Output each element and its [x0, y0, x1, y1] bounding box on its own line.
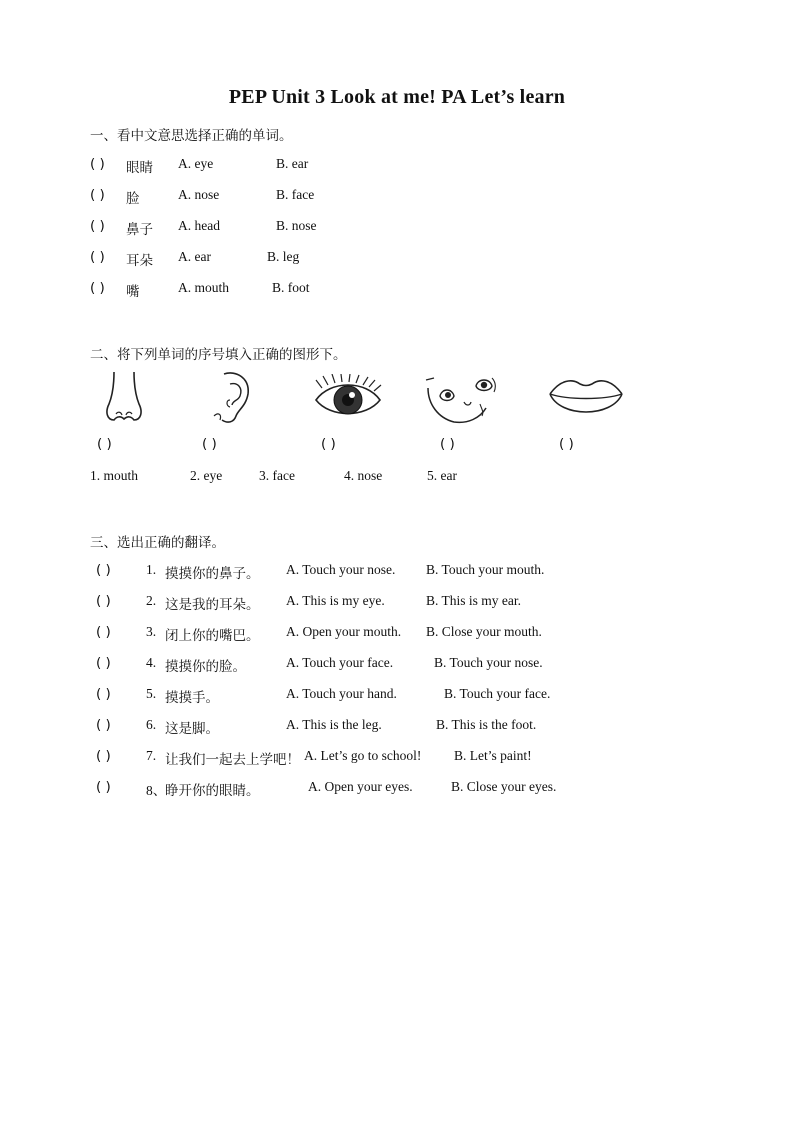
- word-option-2: 2. eye: [190, 468, 223, 483]
- section1-heading: 一、看中文意思选择正确的单词。: [90, 128, 293, 144]
- answer-blank[interactable]: ( ): [90, 249, 105, 265]
- option-a: A. This is the leg.: [286, 717, 382, 732]
- section2-heading: 二、将下列单词的序号填入正确的图形下。: [90, 347, 347, 363]
- option-a: A. mouth: [178, 280, 230, 295]
- option-a: A. eye: [178, 156, 214, 171]
- chinese-sentence: 这是脚。: [165, 721, 219, 737]
- chinese-word: 耳朵: [126, 253, 153, 269]
- item-number: 8、: [146, 783, 167, 798]
- option-b: B. Touch your mouth.: [426, 562, 545, 577]
- item-number: 6.: [146, 717, 157, 732]
- chinese-sentence: 摸摸你的脸。: [165, 659, 246, 675]
- answer-blank[interactable]: ( ): [96, 655, 111, 671]
- face-picture: [424, 374, 504, 426]
- chinese-sentence: 摸摸你的鼻子。: [165, 566, 260, 582]
- option-b: B. Close your mouth.: [426, 624, 542, 639]
- chinese-word: 脸: [126, 191, 140, 207]
- item-number: 7.: [146, 748, 157, 763]
- option-a: A. ear: [178, 249, 211, 264]
- eye-picture: [312, 374, 384, 424]
- option-a: A. nose: [178, 187, 220, 202]
- option-a: A. This is my eye.: [286, 593, 385, 608]
- answer-blank[interactable]: ( ): [96, 748, 111, 764]
- option-b: B. face: [276, 187, 315, 202]
- word-option-5: 5. ear: [427, 468, 457, 483]
- picture-blank-2[interactable]: ( ): [202, 436, 217, 452]
- option-b: B. leg: [267, 249, 300, 264]
- option-b: B. Close your eyes.: [451, 779, 557, 794]
- answer-blank[interactable]: ( ): [96, 717, 111, 733]
- chinese-sentence: 这是我的耳朵。: [165, 597, 260, 613]
- mouth-picture: [548, 374, 624, 422]
- chinese-sentence: 让我们一起去上学吧！: [165, 752, 300, 768]
- item-number: 1.: [146, 562, 157, 577]
- option-b: B. Let’s paint!: [454, 748, 532, 763]
- answer-blank[interactable]: ( ): [96, 686, 111, 702]
- option-a: A. head: [178, 218, 220, 233]
- option-a: A. Let’s go to school!: [304, 748, 422, 763]
- picture-blank-4[interactable]: ( ): [440, 436, 455, 452]
- option-b: B. nose: [276, 218, 317, 233]
- option-b: B. foot: [272, 280, 310, 295]
- option-b: B. ear: [276, 156, 309, 171]
- answer-blank[interactable]: ( ): [96, 593, 111, 609]
- picture-blank-5[interactable]: ( ): [559, 436, 574, 452]
- item-number: 3.: [146, 624, 157, 639]
- option-b: B. Touch your face.: [444, 686, 551, 701]
- nose-picture: [104, 370, 144, 426]
- option-a: A. Touch your hand.: [286, 686, 397, 701]
- answer-blank[interactable]: ( ): [90, 187, 105, 203]
- word-option-3: 3. face: [259, 468, 295, 483]
- picture-blank-3[interactable]: ( ): [321, 436, 336, 452]
- answer-blank[interactable]: ( ): [96, 562, 111, 578]
- word-option-1: 1. mouth: [90, 468, 139, 483]
- page-title: PEP Unit 3 Look at me! PA Let’s learn: [228, 86, 566, 108]
- item-number: 2.: [146, 593, 157, 608]
- chinese-word: 鼻子: [126, 222, 153, 238]
- option-b: B. Touch your nose.: [434, 655, 543, 670]
- option-a: A. Touch your face.: [286, 655, 394, 670]
- word-option-4: 4. nose: [344, 468, 383, 483]
- chinese-word: 嘴: [126, 284, 140, 300]
- answer-blank[interactable]: ( ): [90, 218, 105, 234]
- item-number: 4.: [146, 655, 157, 670]
- picture-blank-1[interactable]: ( ): [97, 436, 112, 452]
- chinese-sentence: 闭上你的嘴巴。: [165, 628, 260, 644]
- answer-blank[interactable]: ( ): [96, 779, 111, 795]
- option-a: A. Touch your nose.: [286, 562, 396, 577]
- option-b: B. This is my ear.: [426, 593, 522, 608]
- ear-picture: [210, 370, 256, 426]
- section3-heading: 三、选出正确的翻译。: [90, 535, 225, 551]
- chinese-word: 眼睛: [126, 160, 153, 176]
- chinese-sentence: 睁开你的眼睛。: [165, 783, 260, 799]
- chinese-sentence: 摸摸手。: [165, 690, 219, 706]
- answer-blank[interactable]: ( ): [90, 280, 105, 296]
- option-a: A. Open your mouth.: [286, 624, 402, 639]
- option-a: A. Open your eyes.: [308, 779, 413, 794]
- option-b: B. This is the foot.: [436, 717, 537, 732]
- answer-blank[interactable]: ( ): [90, 156, 105, 172]
- answer-blank[interactable]: ( ): [96, 624, 111, 640]
- item-number: 5.: [146, 686, 157, 701]
